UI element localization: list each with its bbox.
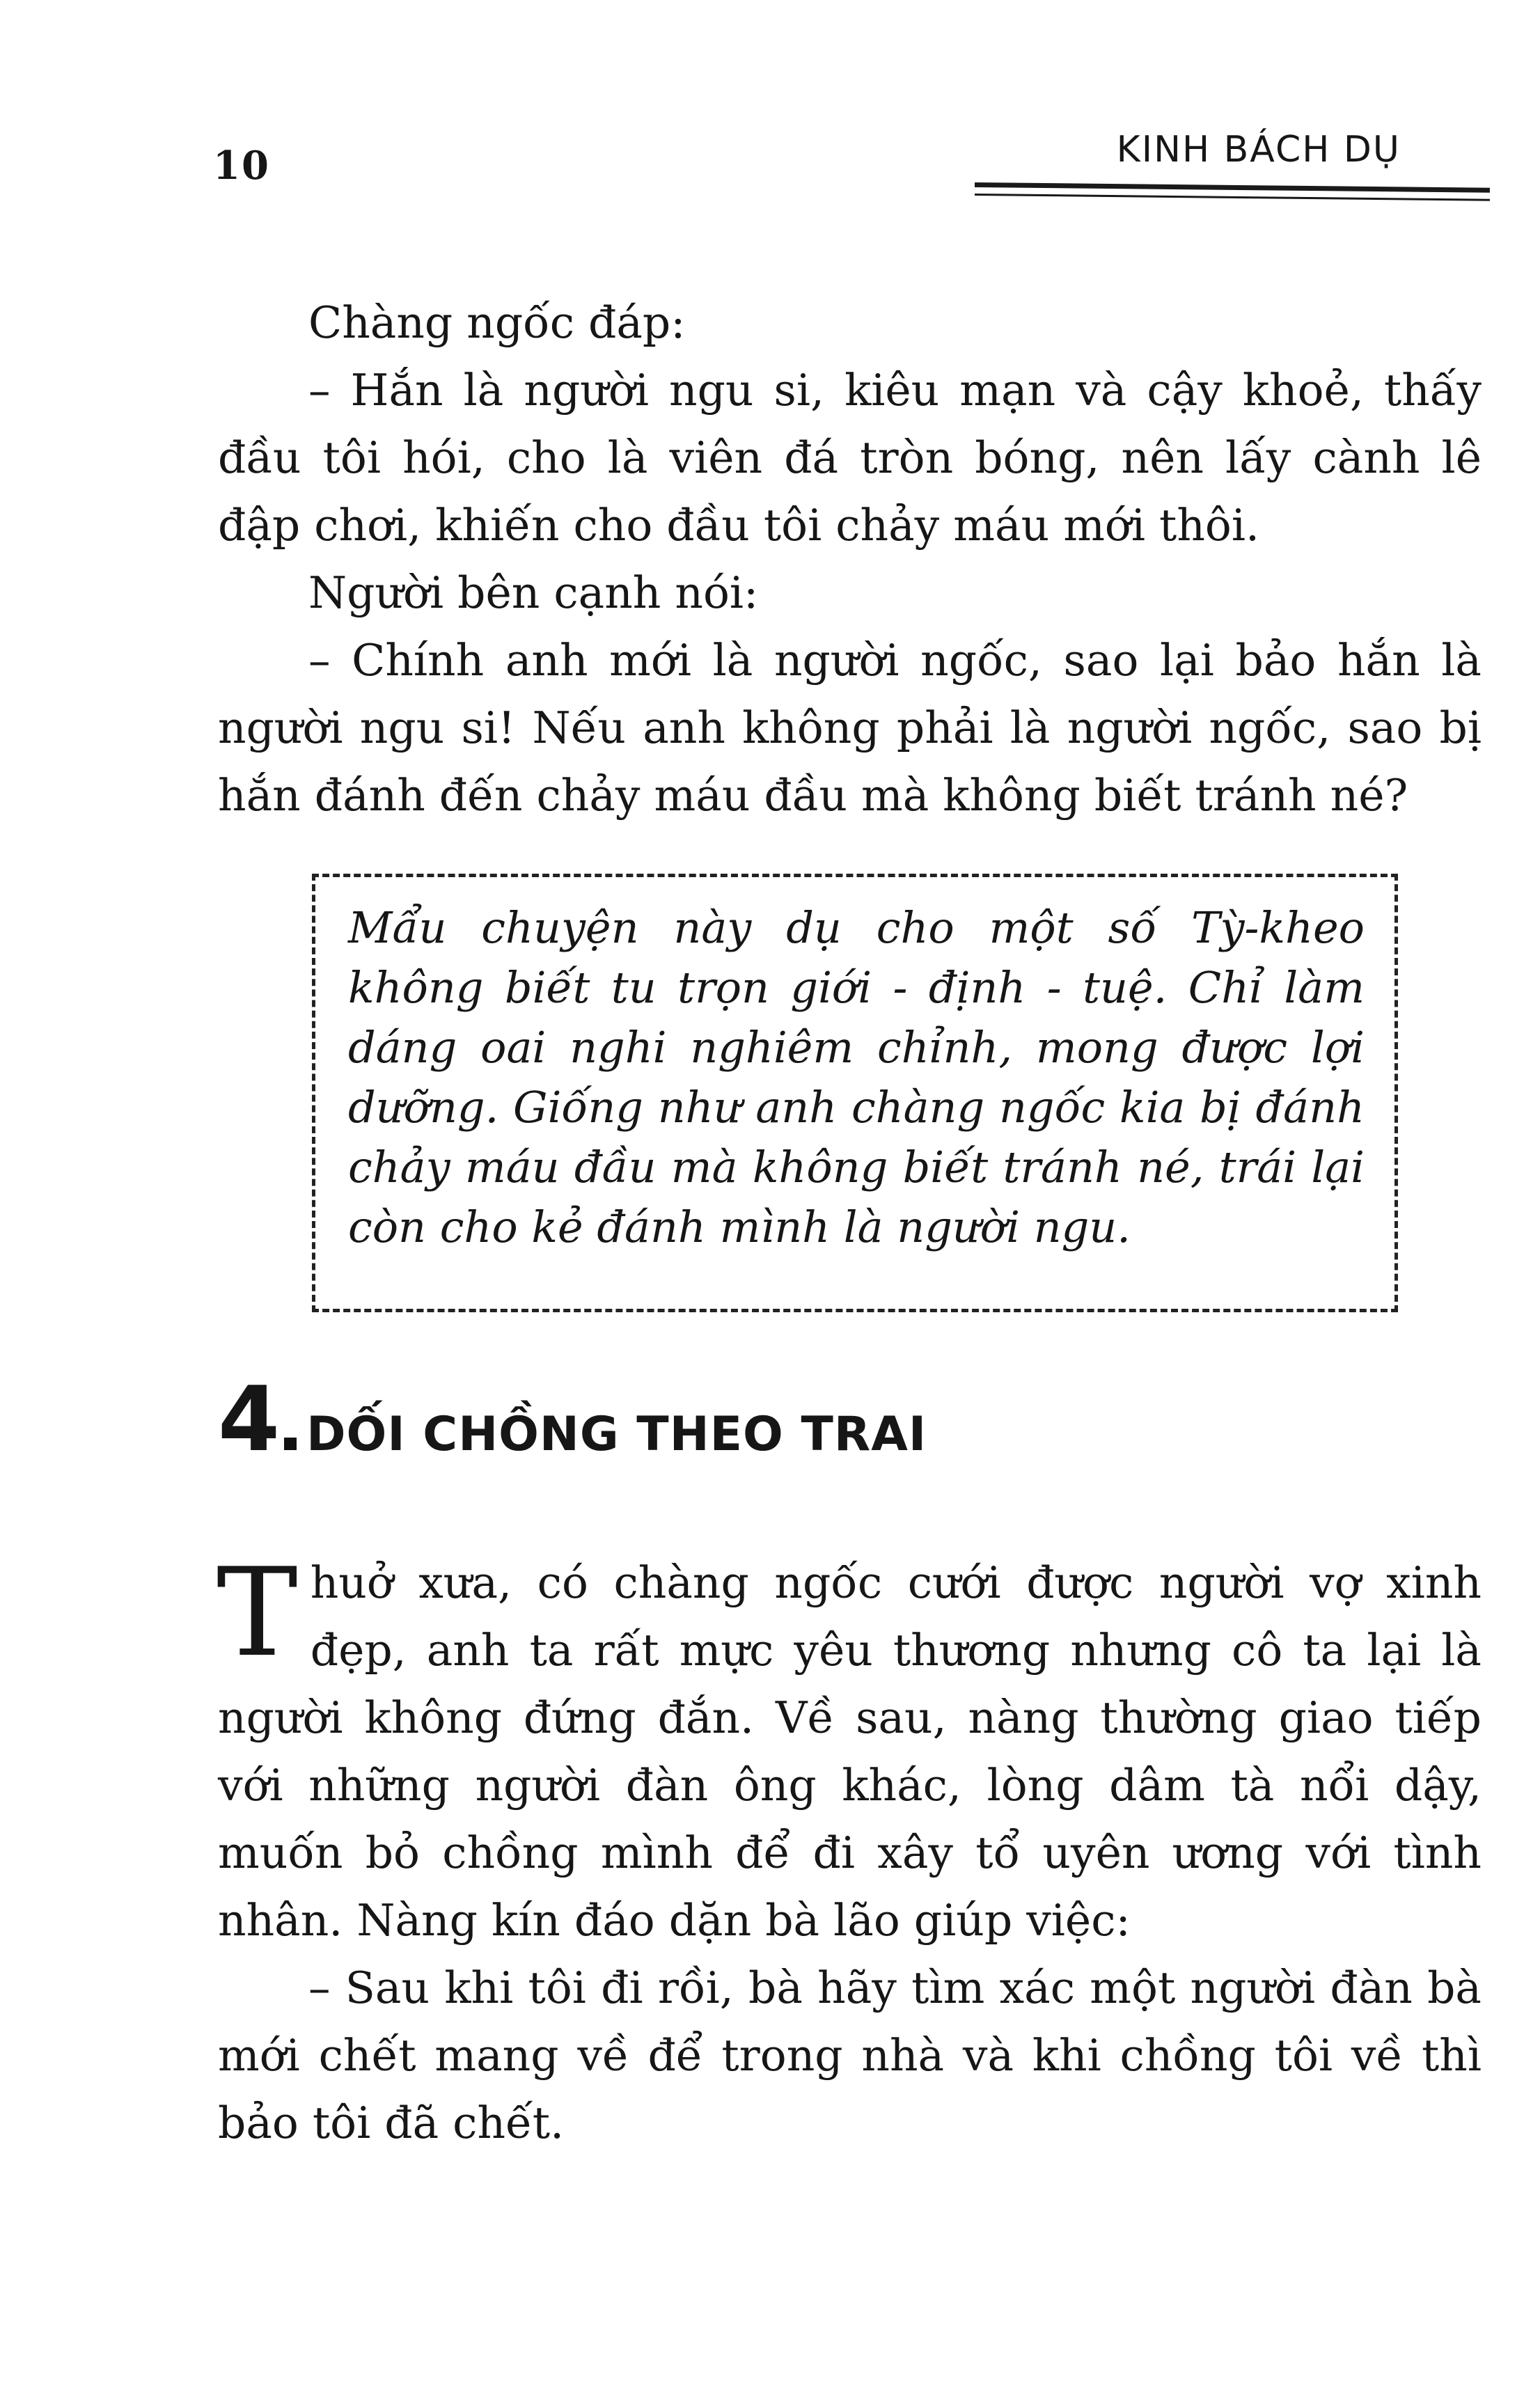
header-rule-thin <box>975 194 1490 201</box>
running-title: KINH BÁCH DỤ <box>1116 129 1401 171</box>
section-number: 4 <box>218 1368 281 1472</box>
intro-text <box>218 289 1482 829</box>
drop-cap: T <box>217 1543 298 1684</box>
page-number: 10 <box>213 143 270 189</box>
intro-paragraph: Người bên cạnh nói: <box>308 567 759 618</box>
header-rule <box>975 182 1490 193</box>
story-paragraph: – Sau khi tôi đi rồi, bà hãy tìm xác một người đàn bà mới chết mang về để trong nhà và khi chồng tôi về thì bảo tôi đã chết. <box>218 1962 1482 2148</box>
section-heading <box>218 1368 927 1472</box>
story-paragraph-body: huở xưa, có chàng ngốc cưới được người vợ xinh đẹp, anh ta rất mực yêu thương nhưng cô ta lại là người không đứng đắn. Về sau, nàng thường giao tiếp với những người đàn ông khác, lòng dâm tà nổi dậy, muốn bỏ chồng mình để đi xây tổ uyên ương với tình nhân. Nàng kín đáo dặn bà lão giúp việc: <box>218 1557 1482 1946</box>
section-dot <box>284 1438 297 1450</box>
moral-text: Mẩu chuyện này dụ cho một số Tỳ-kheo không biết tu trọn giới - định - tuệ. Chỉ làm dáng oai nghi nghiêm chỉnh, mong được lợi dưỡng. Giống như anh chàng ngốc kia bị đánh chảy máu đầu mà không biết tránh né, trái lại còn cho kẻ đánh mình là người ngu. <box>348 902 1365 1252</box>
intro-paragraph: – Chính anh mới là người ngốc, sao lại bảo hắn là người ngu si! Nếu anh không phải là người ngốc, sao bị hắn đánh đến chảy máu đầu mà không biết tránh né? <box>218 635 1482 821</box>
story-text <box>217 1543 1482 2157</box>
intro-paragraph: – Hắn là người ngu si, kiêu mạn và cậy khoẻ, thấy đầu tôi hói, cho là viên đá tròn bóng, nên lấy cành lê đập chơi, khiến cho đầu tôi chảy máu mới thôi. <box>218 365 1482 551</box>
intro-paragraph: Chàng ngốc đáp: <box>308 297 686 348</box>
section-title: DỐI CHỒNG THEO TRAI <box>306 1407 927 1462</box>
story-paragraph <box>217 1543 1482 1954</box>
